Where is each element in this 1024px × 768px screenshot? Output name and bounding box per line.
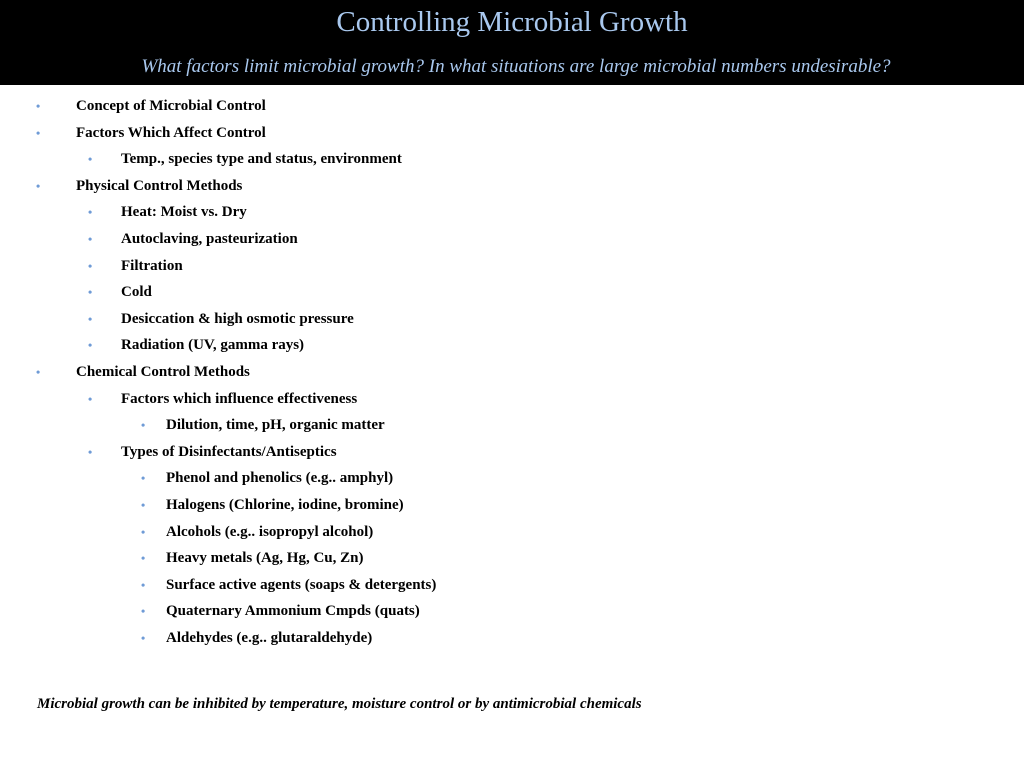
- outline-item-text: Halogens (Chlorine, iodine, bromine): [166, 496, 404, 513]
- outline-item-text: Aldehydes (e.g.. glutaraldehyde): [166, 629, 373, 646]
- bullet-dot-icon: •: [141, 630, 146, 645]
- outline-item-level-2: [0, 253, 1024, 280]
- outline-item-text: Phenol and phenolics (e.g.. amphyl): [166, 470, 394, 487]
- outline-item-level-2: [0, 279, 1024, 306]
- outline-item-text: Factors Which Affect Control: [76, 124, 266, 141]
- outline-item-level-1: [0, 93, 1024, 120]
- outline-item-text: Cold: [121, 284, 152, 301]
- bullet-dot-icon: •: [36, 178, 41, 193]
- outline-item-level-2: [0, 199, 1024, 226]
- bullet-dot-icon: •: [88, 311, 93, 326]
- slide-subtitle: What factors limit microbial growth? In what situations are large microbial numbers undesirable?: [141, 56, 891, 77]
- bullet-dot-icon: •: [36, 125, 41, 140]
- outline-item-text: Physical Control Methods: [76, 177, 243, 194]
- outline-item-level-3: [0, 465, 1024, 492]
- bullet-dot-icon: •: [141, 418, 146, 433]
- outline-item-text: Alcohols (e.g.. isopropyl alcohol): [166, 523, 374, 540]
- bullet-dot-icon: •: [141, 524, 146, 539]
- outline-item-text: Heavy metals (Ag, Hg, Cu, Zn): [166, 550, 364, 567]
- outline-item-text: Temp., species type and status, environment: [121, 151, 402, 168]
- bullet-dot-icon: •: [88, 444, 93, 459]
- outline-item-text: Types of Disinfectants/Antiseptics: [121, 443, 337, 460]
- outline-item-level-3: [0, 492, 1024, 519]
- outline-item-level-2: [0, 386, 1024, 413]
- summary-text: Microbial growth can be inhibited by temperature, moisture control or by antimicrobial chemicals: [37, 696, 642, 712]
- outline-item-text: Autoclaving, pasteurization: [121, 230, 298, 247]
- outline-item-level-2: [0, 306, 1024, 333]
- bullet-dot-icon: •: [141, 577, 146, 592]
- outline-item-level-3: [0, 412, 1024, 439]
- outline-item-level-3: [0, 572, 1024, 599]
- outline-item-text: Filtration: [121, 257, 183, 274]
- outline-item-level-3: [0, 625, 1024, 652]
- outline-item-text: Desiccation & high osmotic pressure: [121, 310, 354, 327]
- outline-item-level-3: [0, 519, 1024, 546]
- outline-item-text: Concept of Microbial Control: [76, 98, 266, 114]
- bullet-dot-icon: •: [88, 391, 93, 406]
- outline-item-level-2: [0, 332, 1024, 359]
- bullet-outline: [0, 93, 1024, 651]
- bullet-dot-icon: •: [141, 471, 146, 486]
- outline-item-level-1: [0, 359, 1024, 386]
- bullet-dot-icon: •: [88, 258, 93, 273]
- outline-item-level-2: [0, 226, 1024, 253]
- outline-item-text: Heat: Moist vs. Dry: [121, 204, 247, 221]
- outline-item-level-3: [0, 545, 1024, 572]
- bullet-dot-icon: •: [88, 231, 93, 246]
- outline-item-level-2: [0, 439, 1024, 466]
- slide-title: Controlling Microbial Growth: [336, 6, 688, 38]
- outline-item-text: Chemical Control Methods: [76, 363, 250, 380]
- header-banner: [0, 0, 1024, 85]
- outline-item-text: Surface active agents (soaps & detergents): [166, 576, 437, 593]
- outline-item-text: Radiation (UV, gamma rays): [121, 337, 305, 354]
- bullet-dot-icon: •: [88, 152, 93, 167]
- bullet-dot-icon: •: [88, 285, 93, 300]
- bullet-dot-icon: •: [88, 205, 93, 220]
- outline-item-text: Quaternary Ammonium Cmpds (quats): [166, 603, 420, 620]
- bullet-dot-icon: •: [141, 551, 146, 566]
- outline-item-level-1: [0, 173, 1024, 200]
- outline-item-level-3: [0, 598, 1024, 625]
- bullet-dot-icon: •: [36, 99, 41, 113]
- bullet-dot-icon: •: [141, 604, 146, 619]
- outline-item-text: Dilution, time, pH, organic matter: [166, 417, 385, 434]
- outline-item-level-2: [0, 146, 1024, 173]
- bullet-dot-icon: •: [141, 497, 146, 512]
- bullet-dot-icon: •: [88, 338, 93, 353]
- outline-item-text: Factors which influence effectiveness: [121, 390, 358, 407]
- outline-item-level-1: [0, 120, 1024, 147]
- bullet-dot-icon: •: [36, 364, 41, 379]
